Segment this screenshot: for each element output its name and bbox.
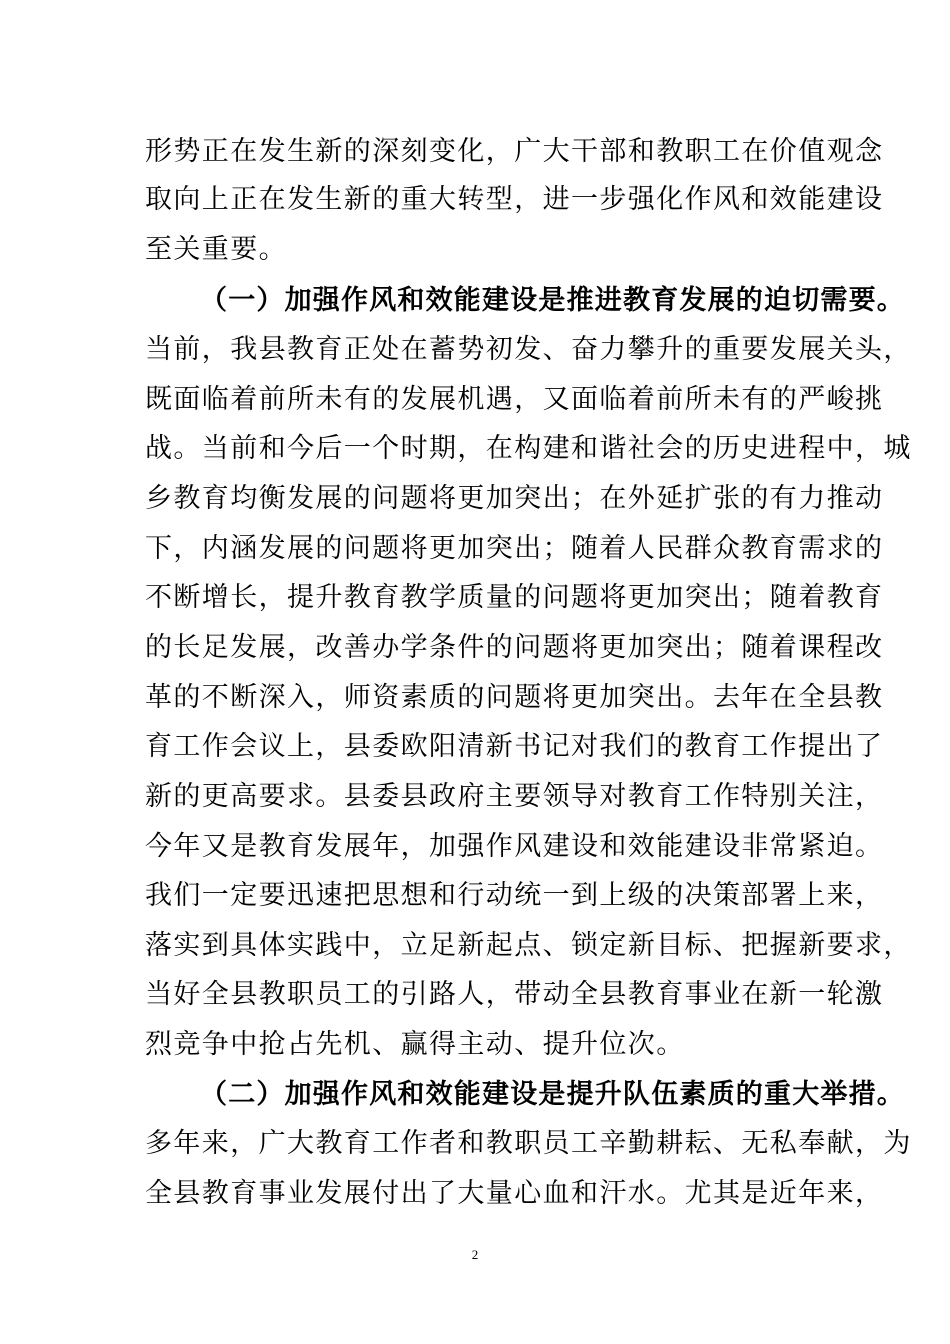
text-line: 育工作会议上，县委欧阳清新书记对我们的教育工作提出了 [145, 731, 884, 762]
text-line: 烈竞争中抢占先机、赢得主动、提升位次。 [145, 1029, 685, 1060]
section-heading-2: （二）加强作风和效能建设是提升队伍素质的重大举措。 [200, 1079, 905, 1110]
text-line: 我们一定要迅速把思想和行动统一到上级的决策部署上来， [145, 880, 884, 911]
text-line: 的长足发展，改善办学条件的问题将更加突出；随着课程改 [145, 632, 884, 663]
text-line: 下，内涵发展的问题将更加突出；随着人民群众教育需求的 [145, 533, 884, 564]
text-line: 全县教育事业发展付出了大量心血和汗水。尤其是近年来， [145, 1178, 884, 1209]
text-line: 形势正在发生新的深刻变化，广大干部和教职工在价值观念 [145, 136, 884, 167]
text-line: 战。当前和今后一个时期，在构建和谐社会的历史进程中，城 [145, 433, 912, 464]
text-line: 今年又是教育发展年，加强作风建设和效能建设非常紧迫。 [145, 831, 884, 862]
text-line: 取向上正在发生新的重大转型，进一步强化作风和效能建设 [145, 184, 884, 215]
text-line: 当好全县教职员工的引路人，带动全县教育事业在新一轮激 [145, 979, 884, 1010]
text-line: 乡教育均衡发展的问题将更加突出；在外延扩张的有力推动 [145, 483, 884, 514]
text-line: 至关重要。 [145, 234, 287, 265]
page-number: 2 [471, 1247, 479, 1262]
text-line: 当前，我县教育正处在蓄势初发、奋力攀升的重要发展关头， [145, 334, 912, 365]
section-heading-1: （一）加强作风和效能建设是推进教育发展的迫切需要。 [200, 285, 905, 316]
text-line: 既面临着前所未有的发展机遇，又面临着前所未有的严峻挑 [145, 384, 884, 415]
text-line: 革的不断深入，师资素质的问题将更加突出。去年在全县教 [145, 682, 884, 713]
text-line: 落实到具体实践中，立足新起点、锁定新目标、把握新要求， [145, 930, 912, 961]
text-line: 不断增长，提升教育教学质量的问题将更加突出；随着教育 [145, 582, 884, 613]
text-line: 新的更高要求。县委县政府主要领导对教育工作特别关注， [145, 781, 884, 812]
text-line: 多年来，广大教育工作者和教职员工辛勤耕耘、无私奉献，为 [145, 1128, 912, 1159]
